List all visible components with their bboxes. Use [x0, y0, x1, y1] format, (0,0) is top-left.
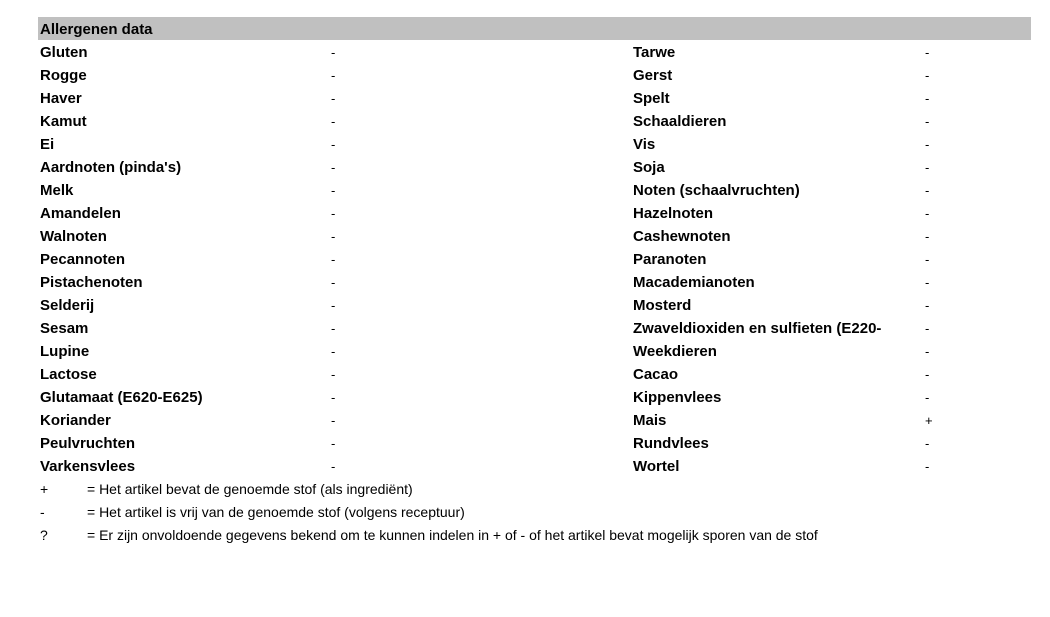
table-row [0, 40, 1050, 63]
section-title: Allergenen data [40, 21, 153, 38]
allergen-value: - [331, 367, 336, 382]
allergen-value: - [331, 183, 336, 198]
allergen-name: Wortel [633, 458, 680, 475]
allergen-value: - [925, 252, 930, 267]
allergen-value: - [331, 390, 336, 405]
allergen-value: - [925, 45, 930, 60]
allergen-name: Aardnoten (pinda's) [40, 159, 182, 176]
allergen-table [0, 40, 1050, 477]
allergen-name: Schaaldieren [633, 113, 727, 130]
allergen-value: - [925, 206, 930, 221]
legend-item [0, 501, 1050, 524]
allergen-name: Macademianoten [633, 274, 755, 291]
legend-text: = Er zijn onvoldoende gegevens bekend om te kunnen indelen in + of - of het artikel bevat mogelijk sporen van de stof [87, 527, 818, 543]
legend-text: = Het artikel bevat de genoemde stof (als ingrediënt) [87, 481, 413, 497]
table-row [0, 431, 1050, 454]
allergen-name: Gluten [40, 44, 88, 61]
allergen-name: Tarwe [633, 44, 676, 61]
allergen-name: Haver [40, 90, 82, 107]
allergen-value: - [925, 459, 930, 474]
allergen-name: Zwaveldioxiden en sulfieten (E220- [633, 320, 882, 337]
allergen-value: - [925, 91, 930, 106]
allergen-value: - [925, 367, 930, 382]
legend [0, 478, 1050, 547]
table-row [0, 408, 1050, 431]
allergen-name: Koriander [40, 412, 111, 429]
allergen-name: Glutamaat (E620-E625) [40, 389, 203, 406]
allergen-value: - [925, 68, 930, 83]
table-row [0, 63, 1050, 86]
legend-item [0, 524, 1050, 547]
allergen-name: Kippenvlees [633, 389, 722, 406]
allergen-value: - [331, 68, 336, 83]
allergen-name: Cashewnoten [633, 228, 731, 245]
allergen-name: Pistachenoten [40, 274, 143, 291]
allergen-value: - [331, 459, 336, 474]
allergen-name: Kamut [40, 113, 87, 130]
allergen-value: - [925, 321, 930, 336]
allergen-value: - [925, 298, 930, 313]
allergen-name: Melk [40, 182, 74, 199]
allergen-name: Sesam [40, 320, 89, 337]
allergen-value: - [331, 413, 336, 428]
allergen-name: Pecannoten [40, 251, 126, 268]
allergen-value: - [331, 137, 336, 152]
table-row [0, 385, 1050, 408]
allergen-name: Selderij [40, 297, 95, 314]
allergen-name: Ei [40, 136, 55, 153]
table-row [0, 270, 1050, 293]
allergen-name: Rundvlees [633, 435, 709, 452]
allergen-name: Rogge [40, 67, 87, 84]
allergen-value: - [925, 390, 930, 405]
table-row [0, 293, 1050, 316]
allergen-name: Lupine [40, 343, 90, 360]
allergen-value: - [331, 160, 336, 175]
table-row [0, 224, 1050, 247]
allergen-name: Peulvruchten [40, 435, 136, 452]
allergen-value: - [331, 252, 336, 267]
allergen-value: - [925, 275, 930, 290]
legend-text: = Het artikel is vrij van de genoemde stof (volgens receptuur) [87, 504, 465, 520]
legend-symbol: - [40, 504, 45, 520]
table-row [0, 132, 1050, 155]
legend-item [0, 478, 1050, 501]
allergen-value: - [331, 436, 336, 451]
allergen-name: Gerst [633, 67, 673, 84]
table-row [0, 454, 1050, 477]
allergen-value: - [925, 160, 930, 175]
allergen-name: Weekdieren [633, 343, 717, 360]
allergen-value: - [331, 91, 336, 106]
allergen-name: Paranoten [633, 251, 707, 268]
allergen-name: Vis [633, 136, 656, 153]
allergen-value: - [925, 114, 930, 129]
allergen-value: - [331, 344, 336, 359]
allergen-value: - [331, 321, 336, 336]
allergen-name: Spelt [633, 90, 670, 107]
allergen-name: Varkensvlees [40, 458, 136, 475]
legend-symbol: ? [40, 527, 48, 543]
table-row [0, 201, 1050, 224]
allergen-value: + [925, 413, 933, 428]
allergen-name: Soja [633, 159, 665, 176]
allergen-value: - [331, 114, 336, 129]
table-row [0, 362, 1050, 385]
table-row [0, 178, 1050, 201]
table-row [0, 155, 1050, 178]
table-row [0, 109, 1050, 132]
table-row [0, 247, 1050, 270]
allergen-name: Cacao [633, 366, 679, 383]
legend-symbol: + [40, 481, 49, 497]
allergen-value: - [925, 436, 930, 451]
allergen-name: Hazelnoten [633, 205, 714, 222]
allergen-value: - [925, 229, 930, 244]
allergen-value: - [331, 298, 336, 313]
table-row [0, 86, 1050, 109]
allergen-name: Noten (schaalvruchten) [633, 182, 800, 199]
allergen-value: - [925, 344, 930, 359]
allergen-value: - [331, 275, 336, 290]
allergen-value: - [925, 183, 930, 198]
allergen-section-header [38, 17, 1031, 40]
allergen-value: - [925, 137, 930, 152]
table-row [0, 316, 1050, 339]
allergen-name: Walnoten [40, 228, 107, 245]
allergen-name: Lactose [40, 366, 97, 383]
allergen-value: - [331, 206, 336, 221]
allergen-value: - [331, 229, 336, 244]
allergen-name: Mais [633, 412, 667, 429]
table-row [0, 339, 1050, 362]
allergen-name: Mosterd [633, 297, 692, 314]
allergen-name: Amandelen [40, 205, 121, 222]
allergen-value: - [331, 45, 336, 60]
